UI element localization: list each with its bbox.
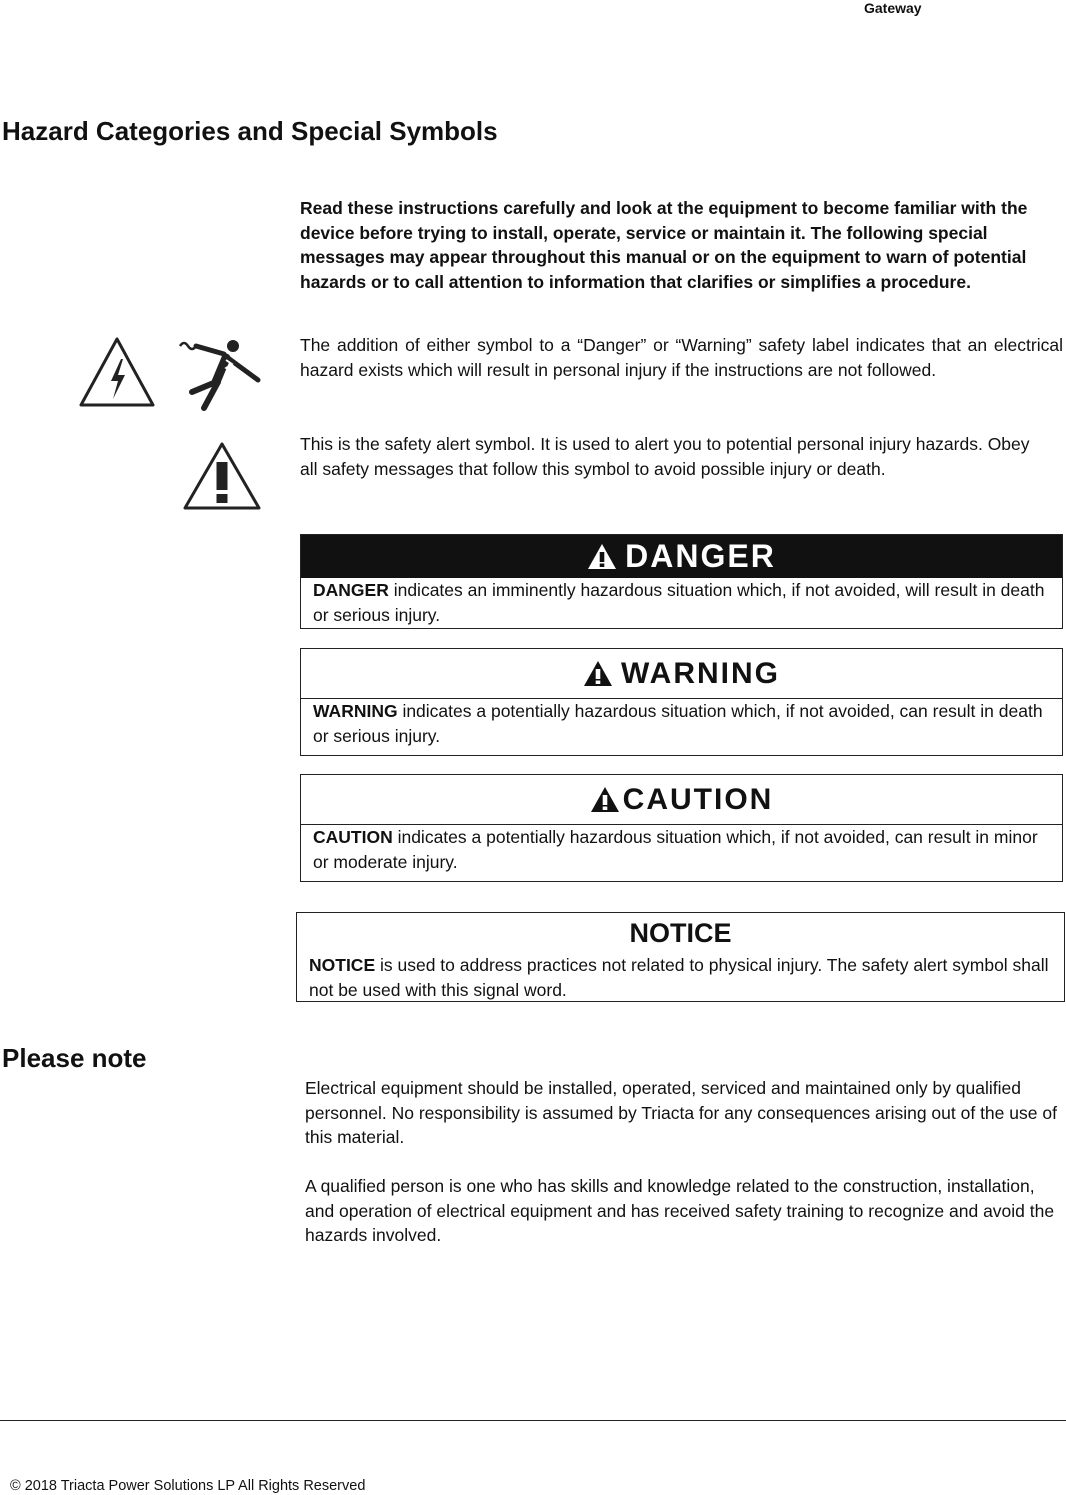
electrical-hazard-icon: [78, 335, 156, 409]
danger-description: [301, 578, 1062, 628]
warning-alert-icon: [583, 660, 613, 687]
please-note-body: [305, 1076, 1065, 1248]
notice-text: is used to address practices not related to physical injury. The safety alert symbol shall not be used with this signal word.: [309, 955, 1049, 1000]
caution-word: CAUTION: [622, 782, 774, 816]
intro-text: Read these instructions carefully and look at the equipment to become familiar with the device before trying to install, operate, service or maintain it. The following special messages may appear throughout this manual or on the equipment to warn of potential hazards or to call attention to information that clarifies or simplifies a procedure.: [300, 198, 1028, 292]
please-note-paragraph-2: A qualified person is one who has skills and knowledge related to the construction, installation, and operation of electrical equipment and has received safety training to recognize and avoid the hazards involved.: [305, 1176, 1055, 1245]
please-note-heading: Please note: [2, 1043, 147, 1073]
caution-term: CAUTION: [313, 827, 393, 847]
footer-divider: [0, 1420, 1066, 1421]
notice-box: [296, 912, 1065, 1002]
caution-alert-icon: [590, 786, 620, 813]
notice-term: NOTICE: [309, 955, 376, 975]
header-title: Gateway: [864, 0, 922, 16]
warning-word: WARNING: [621, 656, 780, 690]
alert-symbol-text: This is the safety alert symbol. It is used to alert you to potential personal injury hazards. Obey all safety messages that follow this symbol to avoid possible injury or death.: [300, 434, 1030, 479]
caution-text: indicates a potentially hazardous situation which, if not avoided, can result in minor or moderate injury.: [313, 827, 1038, 872]
electrical-symbol-text: The addition of either symbol to a “Danger” or “Warning” safety label indicates that an electrical hazard exists which will result in personal injury if the instructions are not followed.: [300, 335, 1063, 380]
warning-text: indicates a potentially hazardous situation which, if not avoided, can result in death or serious injury.: [313, 701, 1043, 746]
caution-box: [300, 774, 1063, 882]
safety-alert-icon: [182, 440, 262, 512]
page-title: Hazard Categories and Special Symbols: [2, 116, 498, 146]
footer-copyright: © 2018 Triacta Power Solutions LP All Rights Reserved: [10, 1478, 366, 1494]
warning-box: [300, 648, 1063, 756]
caution-description: [301, 825, 1062, 875]
electrocution-icon: [176, 336, 262, 412]
warning-header: [301, 649, 1062, 699]
warning-description: [301, 699, 1062, 749]
danger-text: indicates an imminently hazardous situation which, if not avoided, will result in death or serious injury.: [313, 580, 1045, 625]
danger-term: DANGER: [313, 580, 389, 600]
danger-alert-icon: [587, 543, 617, 570]
danger-header: [301, 535, 1062, 578]
please-note-paragraph-1: Electrical equipment should be installed, operated, serviced and maintained only by qualified personnel. No responsibility is assumed by Triacta for any consequences arising out of the use of this material.: [305, 1078, 1057, 1147]
danger-box: [300, 534, 1063, 629]
notice-word: NOTICE: [629, 917, 732, 948]
warning-term: WARNING: [313, 701, 398, 721]
notice-description: [297, 953, 1064, 1003]
notice-header: [297, 913, 1064, 953]
danger-word: DANGER: [625, 538, 776, 574]
caution-header: [301, 775, 1062, 825]
